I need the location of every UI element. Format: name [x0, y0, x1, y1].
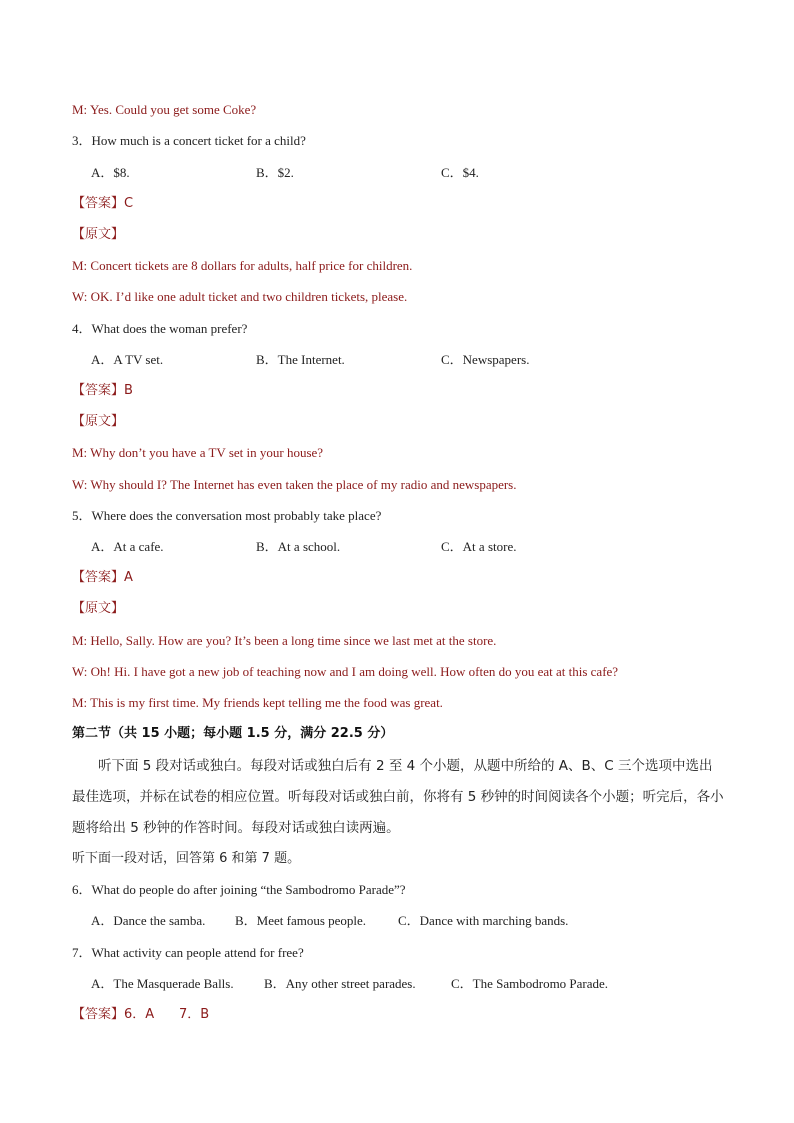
instructions-paragraph: 听下面 5 段对话或独白。每段对话或独白后有 2 至 4 个小题，从题中所给的 A、B、C 三个选项中选出最佳选项，并标在试卷的相应位置。听每段对话或独白前，你将有 5 秒钟的时间阅读各个小题；听完后，各小题将给出 5 秒钟的作答时间。每段对话或独白读两遍。	[72, 758, 724, 836]
option-7a: A．The Masquerade Balls.	[91, 976, 234, 991]
section-heading: 第二节（共 15 小题；每小题 1.5 分，满分 22.5 分）	[72, 726, 394, 741]
answer-5: 【答案】A	[72, 570, 133, 585]
option-6b: B．Meet famous people.	[235, 913, 367, 928]
dialogue-line: M: Concert tickets are 8 dollars for adults, half price for children.	[72, 258, 413, 273]
question-6: 6．What do people do after joining “the Sambodromo Parade”?	[72, 882, 406, 897]
dialogue-line: W: Oh! Hi. I have got a new job of teaching now and I am doing well. How often do you eat at this cafe?	[72, 664, 619, 679]
option-5c: C．At a store.	[441, 539, 517, 554]
option-6c: C．Dance with marching bands.	[398, 913, 569, 928]
listening-instruction: 听下面一段对话，回答第 6 和第 7 题。	[72, 851, 301, 866]
question-5: 5．Where does the conversation most probably take place?	[72, 508, 382, 523]
dialogue-line: M: Hello, Sally. How are you? It’s been a long time since we last met at the store.	[72, 633, 497, 648]
original-text-label: 【原文】	[72, 227, 125, 242]
option-3b: B．$2.	[256, 165, 294, 180]
answer-6-7: 【答案】6．A 7．B	[72, 1007, 210, 1022]
option-6a: A．Dance the samba.	[91, 913, 206, 928]
question-7: 7．What activity can people attend for free?	[72, 945, 304, 960]
dialogue-line: W: OK. I’d like one adult ticket and two children tickets, please.	[72, 289, 408, 304]
dialogue-line: W: Why should I? The Internet has even taken the place of my radio and newspapers.	[72, 477, 517, 492]
option-4c: C．Newspapers.	[441, 352, 530, 367]
dialogue-line: M: Yes. Could you get some Coke?	[72, 102, 257, 117]
option-3c: C．$4.	[441, 165, 479, 180]
dialogue-line: M: This is my first time. My friends kept telling me the food was great.	[72, 695, 443, 710]
option-7b: B．Any other street parades.	[264, 976, 416, 991]
answer-3: 【答案】C	[72, 196, 134, 211]
dialogue-line: M: Why don’t you have a TV set in your house?	[72, 445, 324, 460]
option-3a: A．$8.	[91, 165, 130, 180]
original-text-label: 【原文】	[72, 601, 125, 616]
option-5b: B．At a school.	[256, 539, 341, 554]
question-4: 4．What does the woman prefer?	[72, 321, 248, 336]
option-4b: B．The Internet.	[256, 352, 345, 367]
original-text-label: 【原文】	[72, 414, 125, 429]
answer-4: 【答案】B	[72, 383, 133, 398]
option-7c: C．The Sambodromo Parade.	[451, 976, 609, 991]
option-5a: A．At a cafe.	[91, 539, 164, 554]
option-4a: A．A TV set.	[91, 352, 164, 367]
question-3: 3．How much is a concert ticket for a child?	[72, 133, 306, 148]
